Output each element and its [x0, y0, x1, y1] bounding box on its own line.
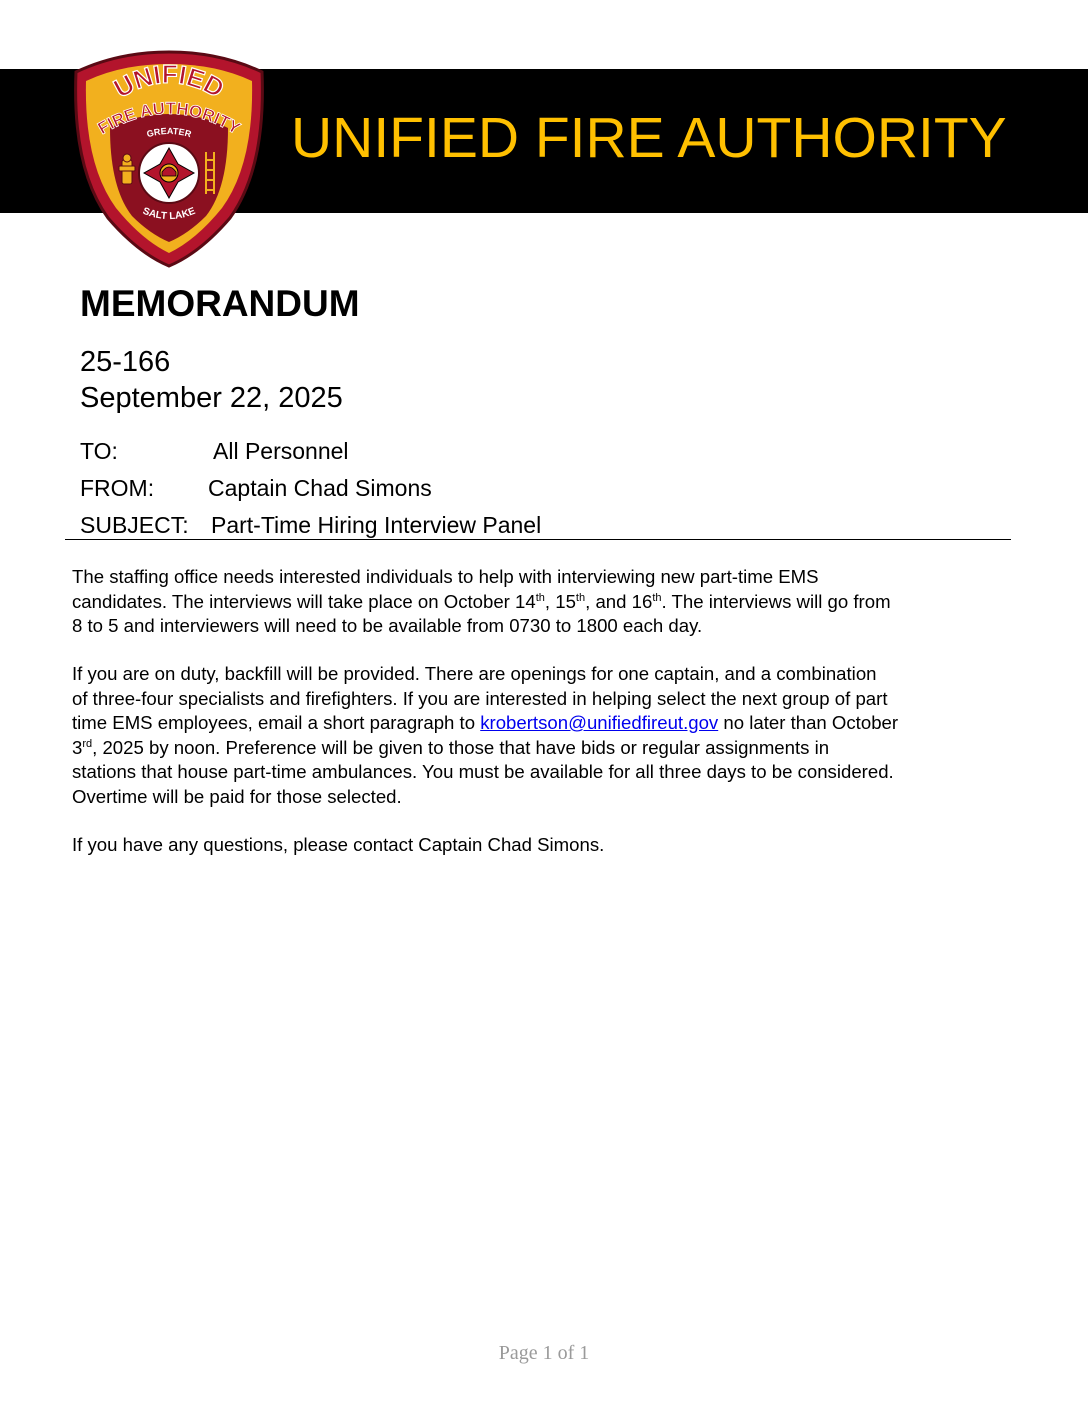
- memo-number: 25-166: [80, 346, 171, 378]
- from-label: FROM:: [80, 475, 155, 501]
- logo-middle-text: FIRE AUTHORITY: [94, 98, 244, 139]
- logo-top-text: UNIFIED: [108, 58, 230, 104]
- header-divider: [65, 539, 1011, 540]
- memo-heading: MEMORANDUM: [80, 283, 360, 324]
- superscript-th: th: [575, 591, 586, 604]
- body-paragraph-1: [72, 565, 1032, 639]
- p2-line-3: [72, 711, 1032, 736]
- p1-line-1: The staffing office needs interested individuals to help with interviewing new part-time EMS: [72, 566, 819, 587]
- superscript-rd: rd: [82, 737, 93, 750]
- subject-label: SUBJECT:: [80, 512, 189, 538]
- p2-line-1: If you are on duty, backfill will be provided. There are openings for one captain, and a combination: [72, 663, 877, 684]
- logo-greater-text: GREATER: [145, 125, 193, 140]
- p2-line-3-part-b: no later than October: [718, 712, 899, 733]
- p1-line-2-part-a: candidates. The interviews will take place on October 14: [72, 590, 536, 612]
- p2-line-2: of three-four specialists and firefighters. If you are interested in helping select the next group of part: [72, 687, 888, 709]
- from-value: Captain Chad Simons: [208, 475, 432, 501]
- logo-bottom-text: SALT LAKE: [141, 205, 197, 223]
- to-value: All Personnel: [213, 438, 349, 464]
- to-label: TO:: [80, 438, 118, 464]
- p1-line-2-part-d: . The interviews will go from: [661, 590, 891, 612]
- body-paragraph-2: [72, 662, 1032, 809]
- memo-date: September 22, 2025: [80, 382, 343, 414]
- subject-value: Part-Time Hiring Interview Panel: [211, 512, 542, 538]
- p2-line-3-part-a: time EMS employees, email a short paragraph to: [72, 712, 481, 733]
- superscript-th: th: [535, 591, 545, 604]
- org-title: UNIFIED FIRE AUTHORITY: [291, 106, 1007, 170]
- p3-line-1: If you have any questions, please contact Captain Chad Simons.: [72, 834, 605, 855]
- p2-line-6: Overtime will be paid for those selected.: [72, 785, 402, 807]
- p2-line-5: stations that house part-time ambulances. You must be available for all three days to be considered.: [72, 761, 894, 782]
- p2-line-4-part-a: 3: [72, 736, 83, 758]
- p1-line-2-part-c: , and 16: [585, 590, 653, 612]
- ufa-badge-logo: [70, 48, 268, 268]
- page-number: Page 1 of 1: [498, 1342, 590, 1364]
- p2-line-4-part-b: , 2025 by noon. Preference will be given to those that have bids or regular assignments in: [92, 736, 830, 758]
- superscript-th: th: [652, 591, 662, 604]
- email-link[interactable]: krobertson@unifiedfireut.gov: [480, 712, 719, 733]
- body-paragraph-3: [72, 833, 1032, 858]
- p1-line-2: [72, 590, 1032, 615]
- p2-line-4: [72, 736, 1032, 761]
- p1-line-3: 8 to 5 and interviewers will need to be available from 0730 to 1800 each day.: [72, 615, 703, 636]
- p1-line-2-part-b: , 15: [544, 590, 576, 612]
